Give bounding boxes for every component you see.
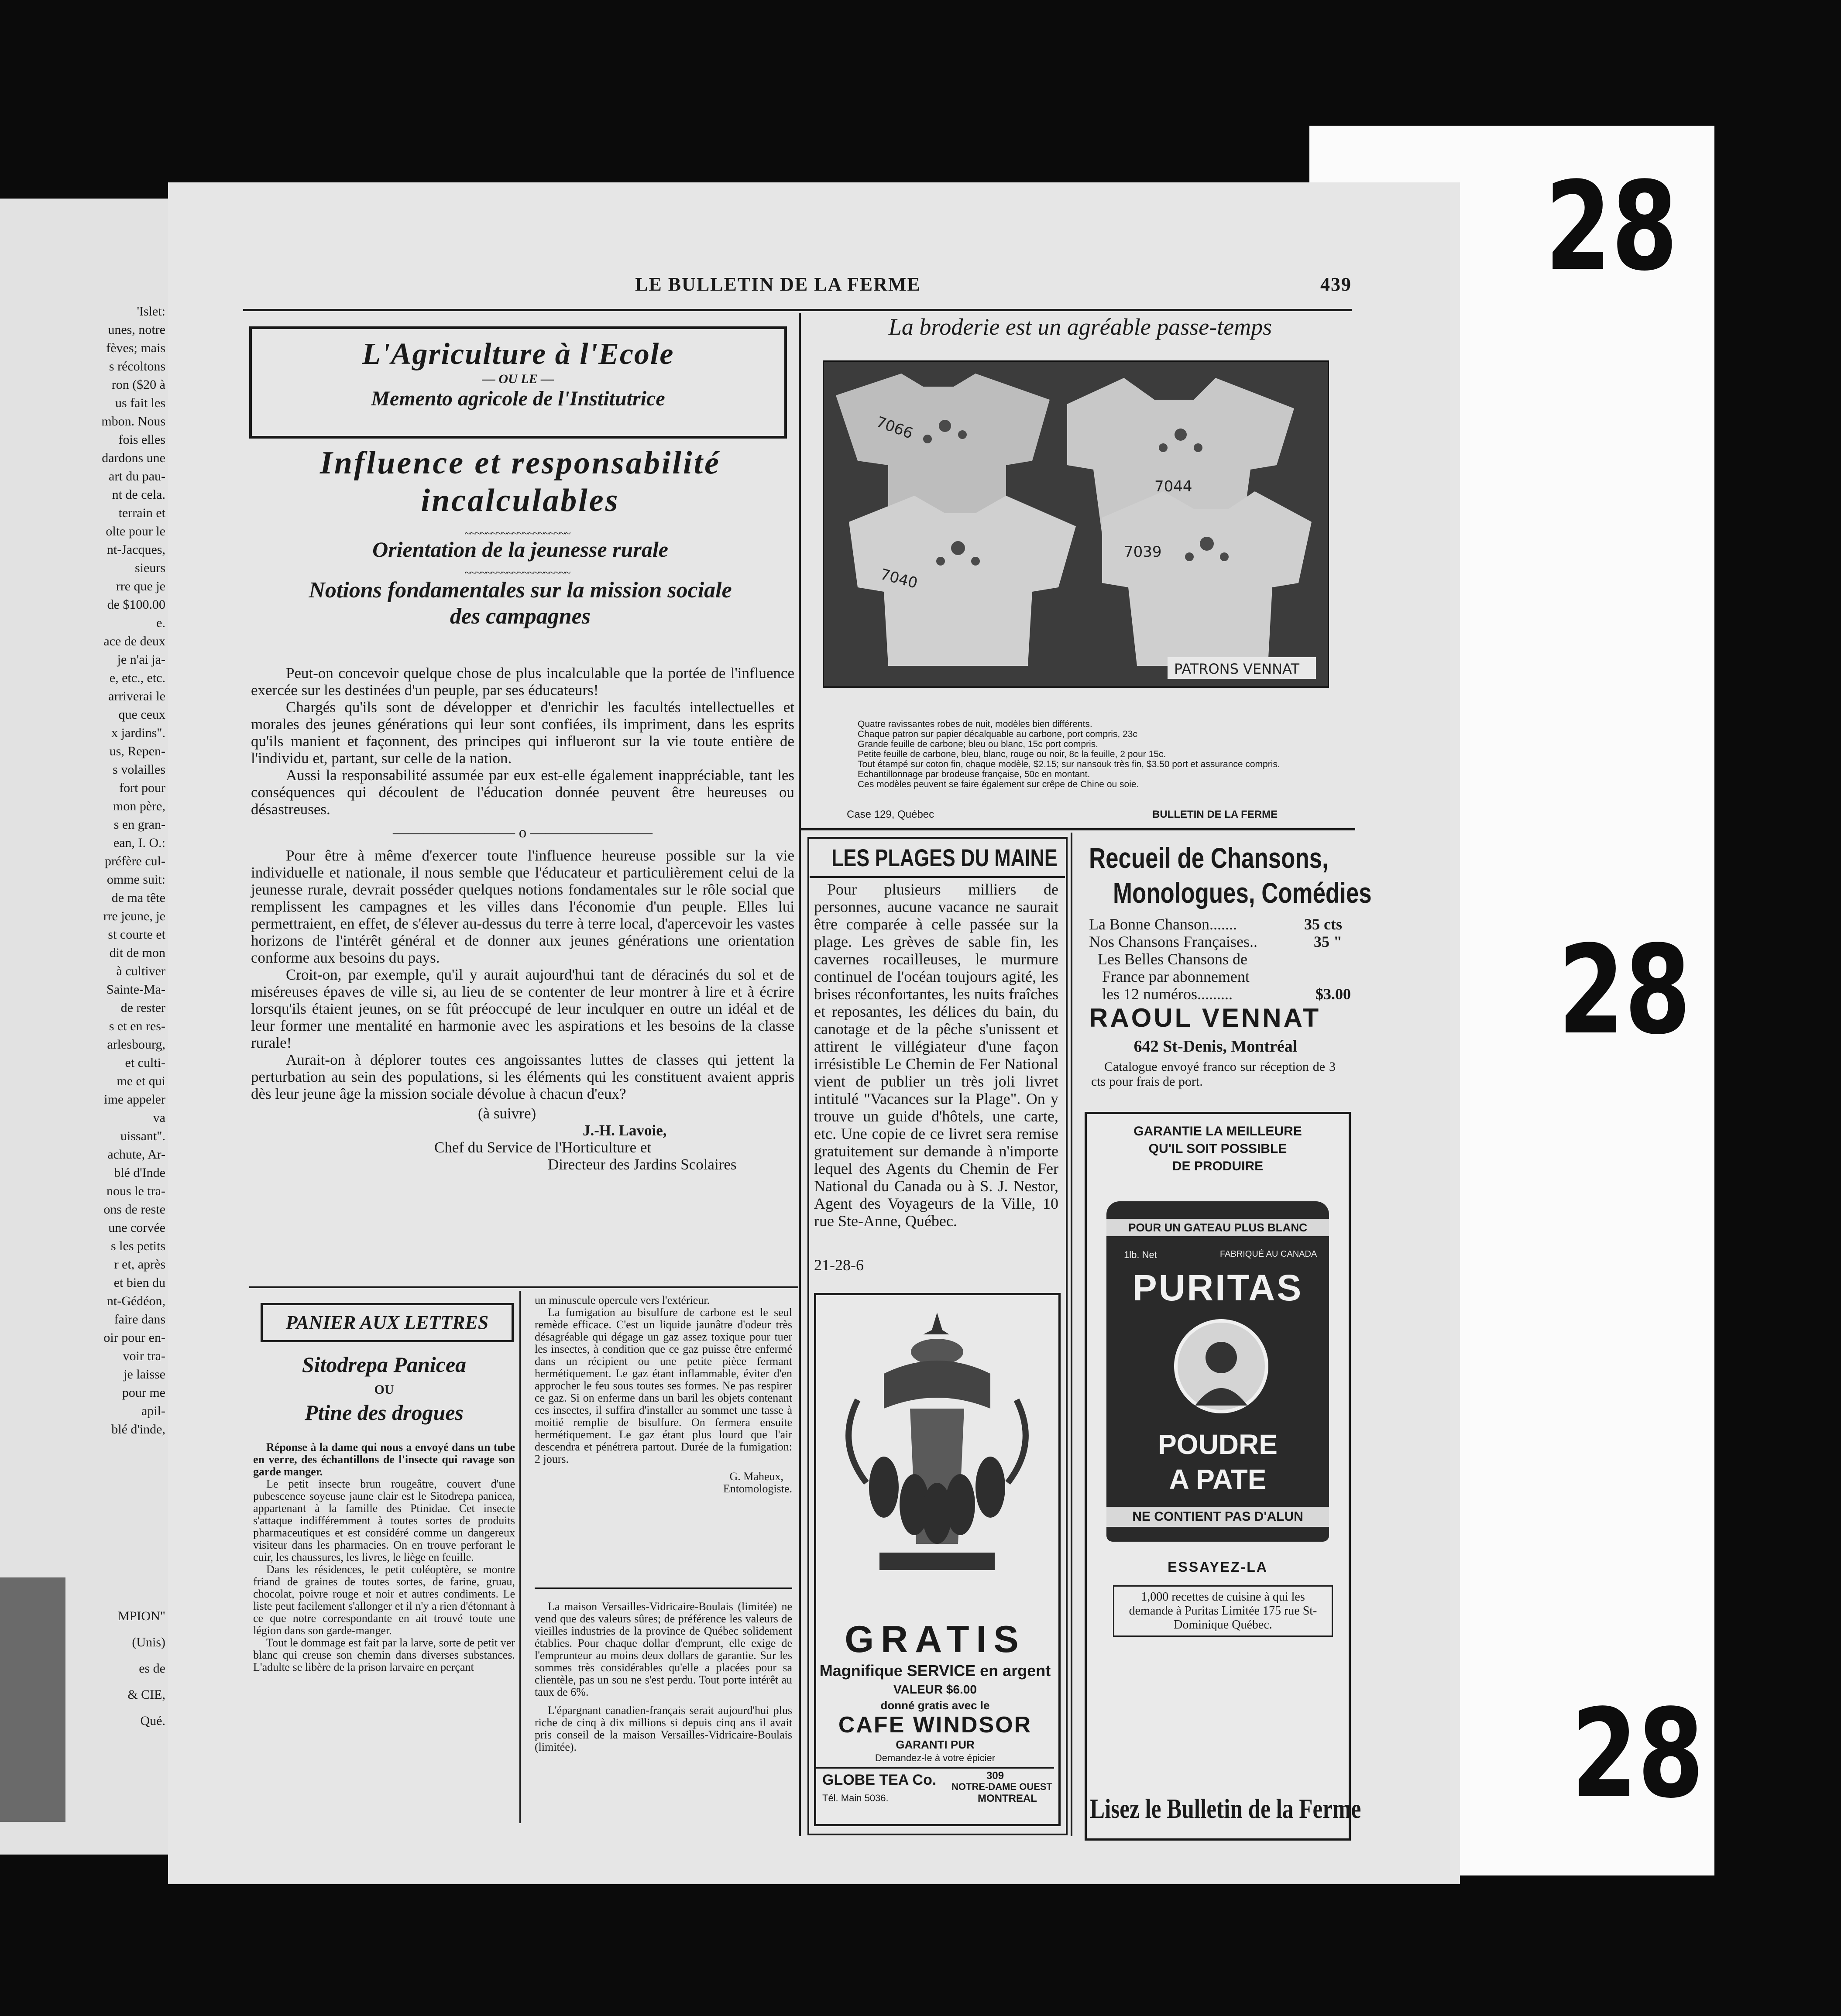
guarantee-line: DE PRODUIRE [1172, 1159, 1264, 1173]
left-page-line: une corvée [108, 1221, 165, 1235]
left-page-line: es de [139, 1661, 165, 1676]
lisez-bulletin: Lisez le Bulletin de la Ferme [1090, 1793, 1361, 1824]
panier-intro: Réponse à la dame qui nous a envoyé dans un tube en verre, des échantillons de l'insecte qui ravage son garde manger. [253, 1441, 515, 1478]
plages-title: LES PLAGES DU MAINE [831, 844, 1058, 871]
gratis-city: MONTREAL [978, 1793, 1037, 1804]
article-headline [243, 444, 797, 519]
article-subhead: Orientation de la jeunesse rurale [372, 537, 668, 562]
broderie-title: La broderie est un agréable passe-temps [888, 314, 1272, 340]
recueil-row [1089, 985, 1351, 1003]
panier-signature-title: Entomologiste. [723, 1482, 792, 1495]
left-page-line: oir pour en- [103, 1330, 165, 1345]
left-page-line: arlesbourg, [107, 1037, 165, 1052]
gratis-brand: CAFE WINDSOR [838, 1712, 1032, 1738]
gratis-given: donné gratis avec le [880, 1699, 990, 1712]
left-page-line: et culti- [125, 1056, 165, 1070]
left-page-line: préfère cul- [104, 854, 165, 868]
gratis-company: GLOBE TEA Co. [822, 1772, 937, 1788]
panier-title: PANIER AUX LETTRES [285, 1312, 489, 1333]
left-page-line: s en gran- [113, 817, 165, 832]
tin-pate: A PATE [1169, 1464, 1267, 1495]
tin-portrait-medallion [1174, 1319, 1268, 1413]
left-page-line: us fait les [115, 396, 165, 410]
left-page-line: de $100.00 [107, 597, 165, 612]
caption-line: Echantillonnage par brodeuse française, 50c en montant. [858, 769, 1090, 779]
left-page-line: blé d'inde, [111, 1422, 165, 1437]
a-suivre: (à suivre) [478, 1105, 536, 1122]
left-page-line: dit de mon [109, 946, 165, 960]
left-page-line: s les petits [111, 1239, 165, 1253]
left-page-line: olte pour le [106, 524, 165, 538]
article-deck [243, 577, 797, 630]
left-page-line: mbon. Nous [101, 414, 165, 429]
left-page-line: ean, I. O.: [113, 836, 165, 850]
pattern-brand: PATRONS VENNAT [1174, 661, 1299, 677]
pattern-label: 7044 [1154, 478, 1192, 495]
panier-paragraph: La fumigation au bisulfure de carbone est le seul remède efficace. C'est un liquide jaunâtre d'odeur très désagréable qui dégage un gaz assez toxique pour tuer les insectes, à condition que ce gaz puisse être enfermé dans un récipient ou une petite pièce fermant hermétiquement. Le gaz étant inflammable, éviter d'en approcher le feu sous toutes ses formes. Ne pas respirer ce gaz. Si on enferme dans un baril les objets contenant ces insectes, il suffira d'installer au sommet une tasse à moitié remplie de bisulfure. On fermera ensuite hermétiquement. Le gaz étant plus lourd que l'air descendra et pénétrera partout. Durée de la fumigation: 2 jours. [535, 1306, 792, 1465]
deck-line-2: des campagnes [450, 604, 591, 629]
panier-heading-2: Ptine des drogues [305, 1400, 464, 1425]
gratis-subtitle: Magnifique SERVICE en argent [819, 1662, 1051, 1680]
plages-code: 21-28-6 [814, 1256, 864, 1274]
left-page-line: MPION" [118, 1609, 165, 1623]
puritas-guarantee [1087, 1123, 1349, 1175]
plages-title-rule [810, 876, 1065, 878]
left-page-line: e, etc., etc. [109, 671, 165, 685]
tin-poudre: POUDRE [1158, 1429, 1278, 1460]
puritas-ad [1085, 1112, 1351, 1841]
tin-net: 1lb. Net [1124, 1249, 1157, 1260]
caption-line: Ces modèles peuvent se faire également sur crêpe de Chine ou soie. [858, 779, 1139, 789]
recueil-belles: Les Belles Chansons de [1098, 950, 1247, 968]
recueil-title-1: Recueil de Chansons, [1089, 842, 1329, 874]
article-paragraph: Chargés qu'ils sont de développer et d'enrichir les facultés intellectuelles et morales des jeunes générations qui leur sont confiées, ils impriment, dans les esprits qu'ils manient et façonnent, des principes qui influeront sur la vie toute entière de l'individu et, partant, sur celle de la nation. [251, 699, 794, 767]
panier-col-1 [253, 1441, 515, 1673]
running-header: LE BULLETIN DE LA FERME [635, 274, 921, 295]
item-dots: ......... [1197, 985, 1233, 1003]
gratis-rule [816, 1767, 1054, 1769]
item-price: 35 " [1314, 933, 1342, 950]
item-dots: ....... [1209, 915, 1237, 933]
caption-line: Tout étampé sur coton fin, chaque modèle, $2.15; sur nansouk très fin, $3.50 port et assurance compris. [858, 759, 1280, 769]
broderie-bulletin: BULLETIN DE LA FERME [1152, 809, 1278, 820]
left-page-line: fort pour [119, 781, 165, 795]
vennat-catalogue: Catalogue envoyé franco sur réception de 3 cts pour frais de port. [1091, 1059, 1336, 1089]
section-separator: ———————— o ———————— [393, 824, 653, 841]
caption-line: Petite feuille de carbone, bleu, blanc, rouge ou noir, 8c la feuille, 2 pour 15c. [858, 749, 1166, 759]
wave-ornament-2: ~~~~~~~~~~~~~~~~~~~~ [464, 566, 570, 579]
left-page-fragment [0, 199, 168, 1855]
item-name: les 12 numéros [1102, 985, 1197, 1003]
left-page-line: que ceux [118, 707, 165, 722]
embroidery-patterns-image [823, 360, 1329, 688]
versailles-paragraph: La maison Versailles-Vidricaire-Boulais (limitée) ne vend que des valeurs sûres; de préférence les valeurs de vieilles industries de la province de Québec solidement établies. Pour chaque dollar d'emprunt, elle exige de l'emprunteur au moins deux dollars de garantie. Sur les sommes très considérables qu'elle a placées pour sa clientèle, pas un sou ne s'est perdu. Tout porte intérêt au taux de 6%. [535, 1600, 792, 1698]
left-page-line: terrain et [118, 506, 165, 520]
left-page-line: de ma tête [111, 891, 165, 905]
left-page-line: Sainte-Ma- [106, 982, 165, 997]
plages-text: Pour plusieurs milliers de personnes, aucune vacance ne saurait être comparée à celle passée sur la plage. Les grèves de sable fin, les cavernes rocailleuses, le murmure continuel de l'océan toujours agité, les brises réconfortantes, les nuits fraîches et reposantes, les délices du bain, du canotage et de la pêche s'unissent et attirent le villégiateur d'une façon irrésistible Le Chemin de Fer National vient de publier un très joli livret intitulé "Vacances sur la Plage". On y trouve un guide d'hôtels, une carte, etc. Une copie de ce livret sera remise gratuitement sur demande à n'importe lequel des Agents du Chemin de Fer National du Canada ou à S. J. Nestor, Agent des Voyageurs de la Ville, 10 rue Ste-Anne, Québec. [814, 881, 1058, 1230]
left-page-line: omme suit: [106, 872, 165, 887]
left-page-line: ime appeler [104, 1092, 165, 1107]
pattern-label: 7040 [878, 566, 920, 593]
pattern-label: 7039 [1124, 543, 1162, 561]
article-body [251, 665, 794, 1173]
article-paragraph: Croit-on, par exemple, qu'il y aurait aujourd'hui tant de déracinés du sol et de miséreuses épaves de ville si, au lieu de se contenter de leur montrer à lire et à écrire lorsqu'ils étaient jeunes, on se fût préoccupé de leur inculquer en outre un idéal et de leur former une mentalité en harmonie avec les aspirations et les besoins de la classe rurale! [251, 966, 794, 1051]
left-page-line: mon père, [113, 799, 165, 813]
article-author: J.-H. Lavoie, [583, 1122, 667, 1139]
item-dots: .. [1249, 933, 1257, 950]
gratis-ask: Demandez-le à votre épicier [875, 1752, 996, 1763]
caption-line: Chaque patron sur papier décalquable au carbone, port compris, 23c [858, 729, 1137, 739]
vennat-address: 642 St-Denis, Montréal [1133, 1037, 1298, 1056]
panier-signature: G. Maheux, [729, 1470, 783, 1483]
panier-column-rule [519, 1291, 521, 1823]
panier-heading-1: Sitodrepa Panicea [302, 1352, 467, 1377]
left-page-line: fèves; mais [106, 341, 165, 355]
item-name: Nos Chansons Françaises [1089, 933, 1250, 950]
left-page-image [0, 1577, 65, 1822]
left-page-line: fois elles [118, 432, 165, 447]
ecole-box [249, 326, 787, 439]
left-page-line: et bien du [113, 1275, 165, 1290]
tin-brand: PURITAS [1132, 1267, 1303, 1308]
left-page-line: r et, après [114, 1257, 165, 1272]
left-page-line: (Unis) [132, 1635, 165, 1649]
recueil-list [1089, 915, 1351, 1003]
article-paragraph: Peut-on concevoir quelque chose de plus incalculable que la portée de l'influence exercée sur les destinées d'un peuple, par ses éducateurs! [251, 665, 794, 699]
gratis-garanti: GARANTI PUR [896, 1738, 975, 1751]
spoon-set-image [818, 1299, 1056, 1614]
vennat-company: RAOUL VENNAT [1089, 1003, 1321, 1032]
puritas-try: ESSAYEZ-LA [1168, 1559, 1268, 1575]
left-page-line: ron ($20 à [111, 377, 165, 392]
left-page-line: e. [156, 616, 165, 630]
left-page-line: achute, Ar- [107, 1147, 165, 1162]
marker-top: 28 [1545, 156, 1678, 298]
left-page-line: pour me [122, 1385, 165, 1400]
panier-col-2 [535, 1294, 792, 1495]
versailles-notice [535, 1601, 792, 1753]
puritas-tin [1106, 1201, 1329, 1542]
left-page-line: rre jeune, je [103, 909, 165, 923]
caption-line: Quatre ravissantes robes de nuit, modèles bien différents. [858, 719, 1092, 729]
left-page-line: uissant". [120, 1129, 165, 1143]
author-role-1: Chef du Service de l'Horticulture et [434, 1139, 652, 1156]
article-paragraph: Aurait-on à déplorer toutes ces angoissantes luttes de classes qui jettent la perturbation au sein des populations, si les éléments qui les constituent avaient appris dès leur jeune âge la mission sociale dévolue à chacun d'eux? [251, 1051, 794, 1102]
panier-paragraph: Le petit insecte brun rougeâtre, couvert d'une pubescence soyeuse jaune clair est le Sitodrepa panicea, appartenant à la famille des Ptinidae. Cet insecte s'attaque indifféremment à toutes sortes de produits pharmaceutiques et est considéré comme un dangereux visiteur dans les pharmacies. On en trouve perforant le cuir, les chaussures, les livres, le liège en feuille. [253, 1478, 515, 1563]
gratis-ad [814, 1293, 1061, 1826]
item-name: La Bonne Chanson [1089, 915, 1209, 933]
caption-line: Grande feuille de carbone; bleu ou blanc, 15c port compris. [858, 739, 1098, 749]
left-page-line: ace de deux [103, 634, 165, 648]
left-page-line: dardons une [102, 451, 165, 465]
left-page-line: s et en res- [109, 1019, 165, 1033]
left-page-line: st courte et [108, 927, 165, 942]
tin-made: FABRIQUÉ AU CANADA [1220, 1249, 1317, 1259]
left-page-line: me et qui [117, 1074, 165, 1088]
left-page-line: nt-Gédéon, [106, 1294, 165, 1308]
recueil-row [1089, 933, 1351, 950]
wave-ornament: ~~~~~~~~~~~~~~~~~~~~ [464, 527, 570, 540]
article-paragraph: Aussi la responsabilité assumée par eux est-elle également inappréciable, tant les conséquences qui découlent de l'éducation donnée peuvent être heureuses ou désastreuses. [251, 767, 794, 818]
ecole-ou-le: — OU LE — [482, 372, 554, 386]
left-page-line: us, Repen- [109, 744, 165, 758]
broderie-caption [858, 719, 1342, 789]
article-paragraph: Pour être à même d'exercer toute l'influence heureuse possible sur la vie individuelle et nationale, il nous semble que l'éducateur et particulièrement celui de la jeunesse rurale, devrait posséder quelques notions fondamentales sur le rôle social que remplissent les campagnes et les villes dans l'économie d'un peuple. Elles lui permettraient, en effet, de s'élever au-dessus du terre à terre local, d'apercevoir les vastes horizons de l'intérêt général et de donner aux jeunes générations une orientation conforme aux besoins du pays. [251, 847, 794, 966]
left-page-line: x jardins". [111, 726, 165, 740]
left-page-line: voir tra- [123, 1349, 165, 1363]
left-page-line: ons de reste [103, 1202, 165, 1217]
recueil-title-2: Monologues, Comédies [1113, 877, 1372, 909]
right-column-rule [1071, 833, 1072, 1836]
tin-alun: NE CONTIENT PAS D'ALUN [1106, 1507, 1329, 1527]
left-page-line: 'Islet: [137, 304, 165, 319]
left-page-line: blé d'Inde [114, 1166, 165, 1180]
guarantee-line: QU'IL SOIT POSSIBLE [1148, 1142, 1287, 1156]
left-page-line: faire dans [114, 1312, 165, 1327]
gratis-street-number: 309 [986, 1770, 1004, 1782]
left-page-line: arriverai le [108, 689, 165, 703]
gratis-phone: Tél. Main 5036. [822, 1793, 889, 1803]
headline-line-2: incalculables [421, 483, 620, 518]
left-page-line: Qué. [140, 1714, 165, 1728]
headline-line-1: Influence et responsabilité [320, 445, 721, 481]
marker-bottom: 28 [1571, 1683, 1704, 1825]
column-rule [799, 313, 801, 1836]
item-price: $3.00 [1315, 985, 1351, 1003]
left-page-line: sieurs [135, 561, 165, 575]
gratis-value: VALEUR $6.00 [893, 1683, 977, 1696]
panier-box [261, 1303, 514, 1342]
newspaper-page [168, 182, 1460, 1884]
left-page-line: nt-Jacques, [106, 542, 165, 557]
puritas-recipes: 1,000 recettes de cuisine à qui les demande à Puritas Limitée 175 rue St-Dominique Québec. [1113, 1585, 1333, 1637]
recueil-row [1089, 915, 1351, 933]
ecole-subtitle: Memento agricole de l'Institutrice [371, 387, 665, 410]
deck-line-1: Notions fondamentales sur la mission sociale [309, 578, 732, 603]
left-page-line: je n'ai ja- [117, 652, 165, 667]
left-page-line: & CIE, [127, 1687, 165, 1702]
left-page-line: apil- [141, 1404, 165, 1418]
panier-paragraph: Tout le dommage est fait par la larve, sorte de petit ver blanc qui creuse son chemin dans diverses substances. L'adulte se libère de la prison larvaire en perçant [253, 1636, 515, 1673]
page-number: 439 [1320, 274, 1352, 295]
item-price: 35 cts [1304, 915, 1342, 933]
left-page-line: s volailles [113, 762, 165, 777]
gratis-title: GRATIS [845, 1618, 1026, 1660]
left-page-line: s récoltons [109, 359, 165, 374]
pattern-label: 7066 [873, 413, 915, 443]
ecole-title: L'Agriculture à l'Ecole [362, 337, 674, 371]
left-page-line: de rester [120, 1001, 165, 1015]
broderie-rule [801, 828, 1355, 830]
panier-paragraph: un minuscule opercule vers l'extérieur. [535, 1294, 710, 1306]
panier-or: OU [374, 1382, 394, 1397]
woman-portrait-image [1178, 1323, 1265, 1410]
left-page-line: nt de cela. [112, 487, 165, 502]
broderie-case: Case 129, Québec [847, 809, 934, 820]
left-page-line: unes, notre [108, 322, 165, 337]
left-page-line: rre que je [116, 579, 165, 593]
left-page-line: nous le tra- [106, 1184, 165, 1198]
author-role-2: Directeur des Jardins Scolaires [548, 1156, 737, 1173]
marker-middle: 28 [1558, 919, 1691, 1062]
versailles-paragraph: L'épargnant canadien-français serait aujourd'hui plus riche de cinq à dix millions si depuis cinq ans il avait pris conseil de la maison Versailles-Vidricaire-Boulais (limitée). [535, 1704, 792, 1753]
left-page-line: je laisse [124, 1367, 165, 1382]
recueil-belles: France par abonnement [1102, 968, 1250, 985]
tin-band: POUR UN GATEAU PLUS BLANC [1106, 1219, 1329, 1236]
header-rule [243, 309, 1352, 311]
left-page-line: va [153, 1111, 165, 1125]
versailles-rule [535, 1587, 792, 1589]
broderie-illustration [823, 360, 1329, 688]
left-page-line: art du pau- [109, 469, 165, 483]
section-rule [249, 1286, 798, 1288]
gratis-street: NOTRE-DAME OUEST [951, 1781, 1052, 1792]
guarantee-line: GARANTIE LA MEILLEURE [1133, 1124, 1302, 1138]
left-page-line: à cultiver [116, 964, 165, 978]
panier-paragraph: Dans les résidences, le petit coléoptère, se montre friand de graines de toutes sortes, de farine, gruau, chocolat, poivre rouge et noir et autres condiments. Le liste peut facilement s'allonger et il n'y a rien d'étonnant à ce que notre correspondante en ait trouvé toute une légion dans son garde-manger. [253, 1563, 515, 1637]
